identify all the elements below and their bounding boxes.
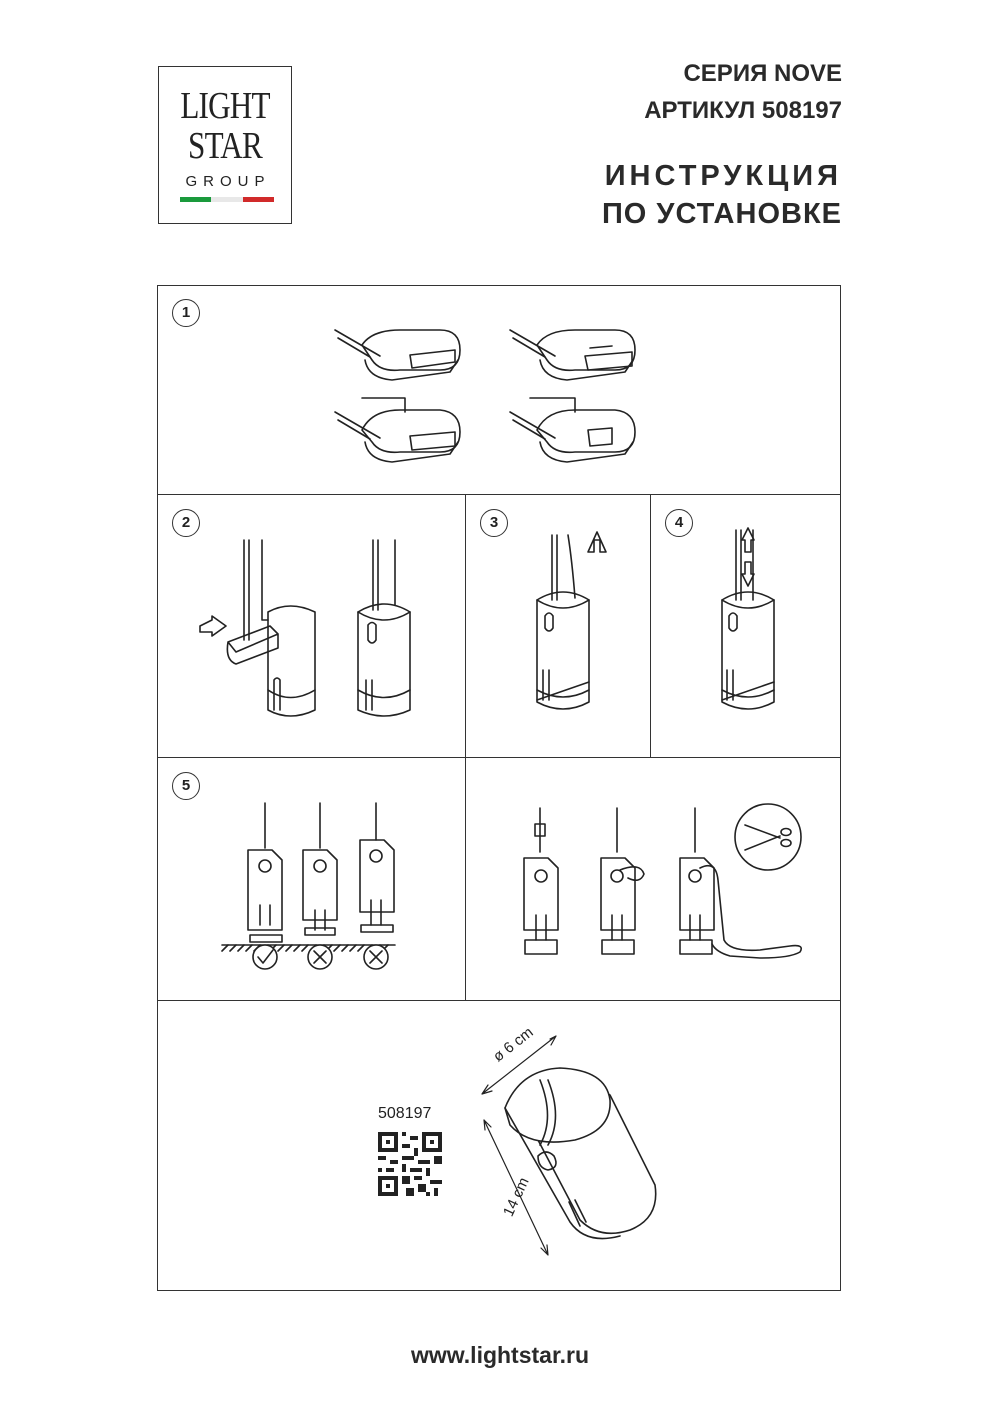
title-line-1: ИНСТРУКЦИЯ — [604, 160, 842, 192]
series-label: СЕРИЯ NOVE — [683, 60, 842, 87]
product-code: 508197 — [378, 1105, 432, 1122]
tag-illustration — [248, 803, 282, 942]
cross-icon — [364, 945, 388, 969]
cylinder-illustration — [358, 540, 410, 716]
step-number-3: 3 — [480, 509, 508, 537]
logo-line-2: STAR — [188, 125, 262, 167]
clip-illustration — [335, 330, 460, 380]
step-number-2: 2 — [172, 509, 200, 537]
tag-illustration — [524, 808, 558, 954]
article-label: АРТИКУЛ 508197 — [644, 97, 842, 124]
tag-illustration — [303, 803, 337, 935]
logo-line-1: LIGHT — [180, 85, 270, 127]
cross-icon — [308, 945, 332, 969]
tag-illustration — [360, 803, 394, 932]
check-icon — [253, 945, 277, 969]
qr-code-icon — [378, 1132, 442, 1196]
title-line-2: ПО УСТАНОВКЕ — [601, 198, 842, 230]
website-link[interactable]: www.lightstar.ru — [410, 1342, 590, 1368]
cylinder-illustration — [200, 540, 315, 716]
clip-illustration — [510, 398, 635, 462]
clip-illustration — [510, 330, 635, 380]
step-number-5: 5 — [172, 772, 200, 800]
tag-illustration — [601, 808, 644, 954]
step-number-1: 1 — [172, 299, 200, 327]
cylinder-illustration — [537, 532, 606, 709]
logo-line-3: GROUP — [185, 173, 271, 190]
height-label: 14 cm — [500, 1174, 533, 1220]
scissors-icon — [735, 804, 801, 870]
step-number-4: 4 — [665, 509, 693, 537]
clip-illustration — [335, 398, 460, 462]
diameter-label: ø 6 cm — [490, 1023, 537, 1066]
cylinder-illustration — [722, 528, 774, 709]
